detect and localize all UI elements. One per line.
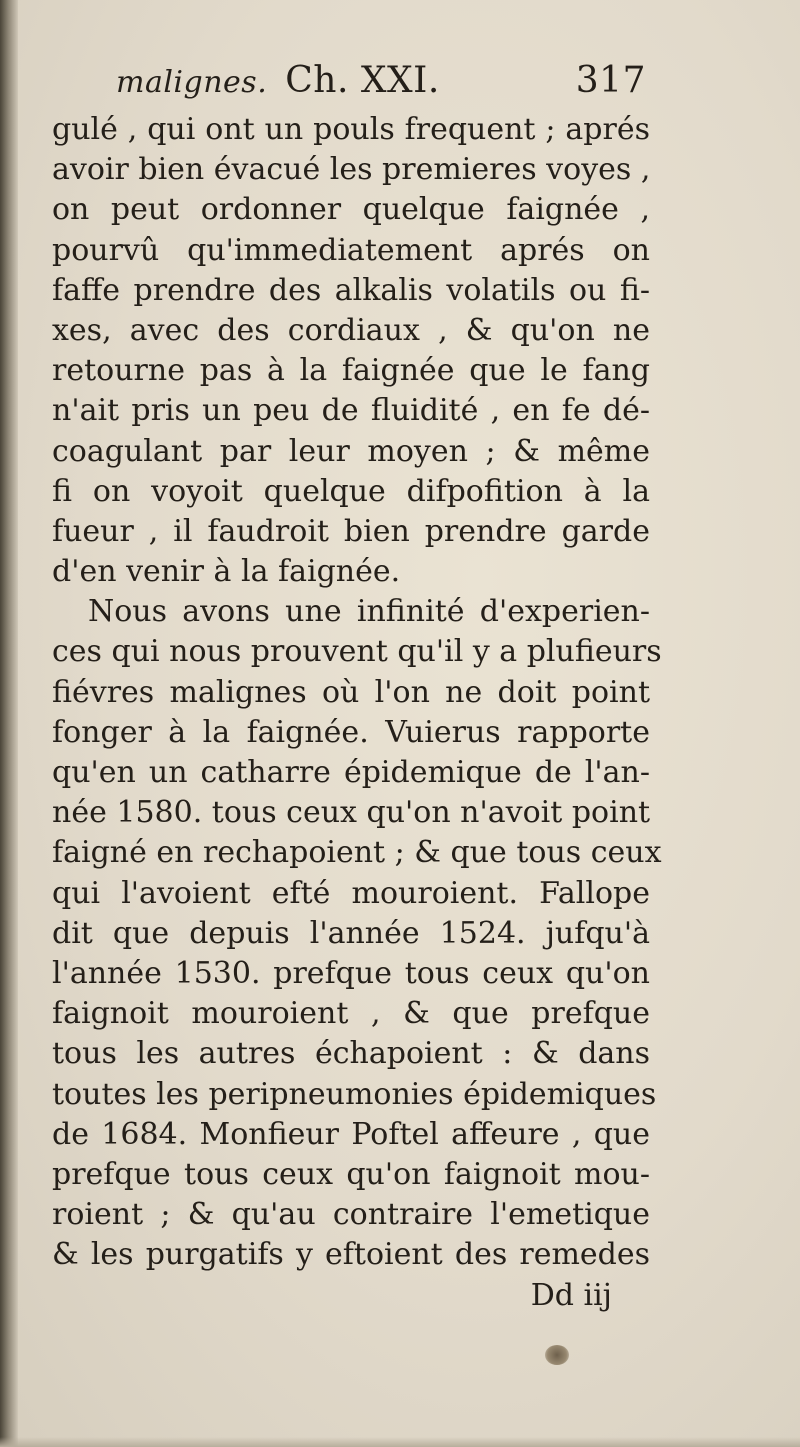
text-line: & les purgatifs y eftoient des remedes <box>52 1237 650 1273</box>
text-line: de 1684. Monfieur Poftel affeure , que <box>52 1116 650 1152</box>
text-line: xes, avec des cordiaux , & qu'on ne <box>52 312 650 348</box>
signature-mark-line <box>52 1275 650 1317</box>
text-line: faignoit mouroient , & que prefque <box>52 996 650 1032</box>
text-line: fueur , il faudroit bien prendre garde <box>52 513 650 549</box>
text-line: on peut ordonner quelque faignée , <box>52 192 650 228</box>
text-line: qui l'avoient efté mouroient. Fallope <box>52 875 650 911</box>
text-line: coagulant par leur moyen ; & même <box>52 433 650 469</box>
text-line: faigné en rechapoient ; & que tous ceux <box>52 835 662 871</box>
text-line: n'ait pris un peu de fluidité , en fe dé- <box>52 393 650 429</box>
text-line: tous les autres échapoient : & dans <box>52 1036 650 1072</box>
signature-mark: Dd iij <box>530 1278 612 1314</box>
text-line: dit que depuis l'année 1524. jufqu'à <box>52 915 650 951</box>
text-line: fi on voyoit quelque difpofition à la <box>52 473 650 509</box>
text-line: toutes les peripneumonies épidemiques <box>52 1076 657 1112</box>
text-line: fonger à la faignée. Vuierus rapporte <box>52 714 650 750</box>
ink-stain <box>545 1345 569 1365</box>
text-line: Nous avons une infinité d'experien- <box>88 594 650 630</box>
text-line: prefque tous ceux qu'on faignoit mou- <box>52 1156 650 1192</box>
text-line: roient ; & qu'au contraire l'emetique <box>52 1197 650 1233</box>
binding-shadow <box>0 0 18 1447</box>
text-line: d'en venir à la faignée. <box>52 554 401 590</box>
text-line: gulé , qui ont un pouls frequent ; aprés <box>52 112 650 147</box>
text-line: retourne pas à la faignée que le fang <box>52 353 650 389</box>
chapter-label: Ch. XXI. <box>285 60 440 101</box>
text-line: qu'en un catharre épidemique de l'an- <box>52 755 650 790</box>
page-text <box>52 60 662 1317</box>
paragraph-1 <box>52 110 650 592</box>
paragraph-2 <box>52 592 662 1275</box>
running-header <box>52 60 650 110</box>
text-line: fiévres malignes où l'on ne doit point <box>52 674 650 710</box>
text-line: pourvû qu'immediatement aprés on <box>52 232 650 268</box>
text-line: née 1580. tous ceux qu'on n'avoit point <box>52 795 651 831</box>
running-title: malignes. <box>116 65 268 100</box>
text-line: l'année 1530. prefque tous ceux qu'on <box>52 955 650 991</box>
text-line: faffe prendre des alkalis volatils ou fi- <box>52 272 650 308</box>
text-line: avoir bien évacué les premieres voyes , <box>52 152 651 188</box>
page-bottom-edge <box>0 1437 800 1447</box>
page-number: 317 <box>575 60 646 101</box>
text-line: ces qui nous prouvent qu'il y a plufieurs <box>52 634 662 670</box>
